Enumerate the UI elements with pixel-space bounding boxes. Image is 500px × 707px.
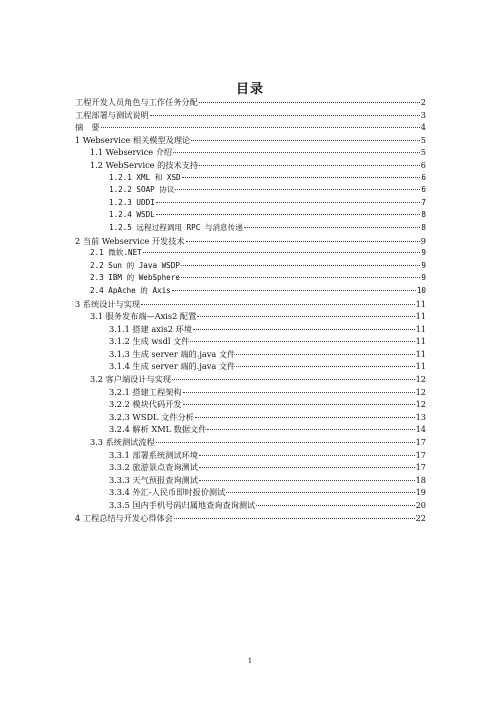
toc-entry-title: 1.2.1 XML 和 XSD [109, 172, 181, 182]
toc-entry-page: 9 [421, 273, 426, 283]
toc-entry[interactable] [75, 499, 426, 512]
toc-entry-title: 3.2.4 解析 XML 数据文件 [109, 424, 207, 435]
toc-entry-page: 11 [415, 336, 426, 347]
toc-entry[interactable] [75, 411, 426, 424]
toc-entry[interactable] [75, 360, 426, 373]
toc-entry[interactable] [75, 197, 426, 210]
toc-entry-title: 3.3.4 外汇-人民币即时报价测试 [109, 487, 226, 498]
toc-leader [143, 252, 421, 253]
toc-entry[interactable] [75, 323, 426, 336]
toc-entry-title: 3.2.3 WSDL 文件分析 [109, 411, 194, 422]
toc-entry-title: 2 当前 Webservice 开发技术 [75, 235, 185, 246]
toc-entry-page: 11 [415, 348, 426, 359]
toc-leader [156, 214, 421, 215]
toc-entry[interactable] [75, 298, 426, 311]
toc-leader [190, 341, 414, 342]
toc-leader [172, 379, 414, 380]
toc-entry-title: 3.3.5 国内手机号码归属地查询查询测试 [109, 500, 256, 510]
toc-entry-page: 11 [415, 361, 426, 372]
toc-entry[interactable] [75, 235, 426, 248]
toc-entry-page: 6 [420, 159, 426, 170]
toc-leader [172, 290, 416, 291]
toc-entry-page: 20 [415, 500, 426, 510]
toc-entry-title: 摘 要 [75, 122, 100, 133]
toc-entry[interactable] [75, 449, 426, 462]
toc-leader [244, 227, 421, 228]
toc-entry[interactable] [75, 247, 426, 260]
toc-entry-title: 3.2 客户端设计与实现 [90, 374, 172, 385]
toc-leader [197, 316, 414, 317]
toc-leader [173, 152, 420, 153]
toc-leader [199, 165, 420, 166]
toc-entry-title: 1 Webservice 相关模型及理论 [75, 134, 191, 145]
toc-entry-page: 9 [421, 248, 426, 258]
toc-leader [182, 177, 421, 178]
toc-entry-page: 6 [421, 172, 426, 182]
toc-entry-title: 3.1.1 搭建 axis2 环境 [109, 323, 192, 334]
toc-entry-title: 2.4 ApAche 的 Axis [90, 285, 171, 295]
toc-entry[interactable] [75, 335, 426, 348]
toc-entry-title: 3.2.2 模块代码开发 [109, 399, 182, 410]
toc-entry-title: 3.1.3 生成 server 端的.java 文件 [109, 348, 236, 359]
toc-leader [141, 304, 414, 305]
toc-leader [181, 265, 421, 266]
toc-entry[interactable] [75, 121, 426, 134]
toc-entry-title: 2.1 微软.NET [90, 248, 142, 258]
toc-entry[interactable] [75, 436, 426, 449]
toc-entry-title: 4 工程总结与开发心得体会 [75, 512, 173, 523]
toc-entry-page: 5 [420, 147, 426, 158]
toc-entry[interactable] [75, 461, 426, 474]
toc-leader [199, 467, 415, 468]
toc-entry-page: 12 [415, 374, 426, 385]
toc-leader [226, 492, 414, 493]
toc-entry-title: 3.3 系统测试流程 [90, 437, 155, 448]
toc-leader [175, 189, 420, 190]
toc-entry[interactable] [75, 222, 426, 235]
toc-leader [156, 202, 421, 203]
page-number: 1 [247, 657, 253, 665]
toc-entry-page: 9 [421, 260, 426, 270]
toc-entry[interactable] [75, 172, 426, 185]
toc-entry[interactable] [75, 272, 426, 285]
toc-entry-page: 18 [415, 474, 426, 485]
toc-entry-title: 3.1.4 生成 server 端的.java 文件 [109, 361, 236, 372]
toc-entry-page: 12 [415, 386, 426, 397]
toc-leader [181, 277, 421, 278]
toc-leader [199, 480, 415, 481]
toc-entry-page: 8 [421, 222, 426, 232]
toc-leader [101, 127, 420, 128]
toc-leader [207, 429, 414, 430]
toc-entry[interactable] [75, 398, 426, 411]
toc-entry-title: 3.3.2 旅游景点查询测试 [109, 462, 198, 473]
toc-entry-page: 9 [420, 235, 426, 246]
toc-entry[interactable] [75, 474, 426, 487]
toc-entry-page: 11 [415, 311, 426, 322]
toc-entry-page: 17 [415, 462, 426, 473]
toc-entry-title: 1.2.4 WSDL [109, 210, 155, 220]
toc-entry-title: 1.2.2 SOAP 协议 [109, 185, 175, 195]
toc-entry[interactable] [75, 134, 426, 147]
toc-entry-title: 1.2 WebService 的技术支持 [90, 159, 199, 170]
toc-entry-title: 3.3.3 天气预报查询测试 [109, 474, 198, 485]
toc-entry[interactable] [75, 260, 426, 273]
toc-leader [174, 518, 415, 519]
toc-entry-title: 3.1 服务发布端—Axis2 配置 [90, 311, 197, 322]
toc-leader [199, 455, 415, 456]
toc-entry[interactable] [75, 310, 426, 323]
toc-leader [183, 392, 415, 393]
toc-entry-title: 3.2.1 搭建工程架构 [109, 386, 182, 397]
toc-entry[interactable] [75, 285, 426, 298]
toc-leader [236, 366, 414, 367]
toc-entry-title: 2.3 IBM 的 WebSphere [90, 273, 180, 283]
toc-entry-page: 19 [415, 487, 426, 498]
toc-entry-title: 1.2.3 UDDI [109, 197, 155, 207]
toc-leader [195, 417, 415, 418]
toc-leader [191, 140, 420, 141]
toc-entry[interactable] [75, 373, 426, 386]
toc-entry-page: 12 [415, 399, 426, 410]
toc-entry-page: 17 [415, 449, 426, 460]
toc-entry-title: 2.2 Sun 的 Java WSDP [90, 260, 180, 270]
toc-entry[interactable] [75, 146, 426, 159]
toc-entry-title: 3.3.1 部署系统测试环境 [109, 449, 198, 460]
toc-entry-page: 8 [421, 210, 426, 220]
toc-entry[interactable] [75, 348, 426, 361]
toc-leader [186, 241, 420, 242]
toc-entry-title: 1.1 Webservice 介绍 [90, 147, 173, 158]
toc-entry[interactable] [75, 486, 426, 499]
toc-entry-title: 工程部署与测试说明 [75, 109, 149, 120]
toc-entry-page: 2 [420, 97, 426, 107]
page-title: 目录 [235, 82, 264, 97]
toc-entry[interactable] [75, 159, 426, 172]
toc-entry[interactable] [75, 184, 426, 197]
toc-leader [156, 442, 415, 443]
toc-entry-title: 工程开发人员角色与工作任务分配 [75, 97, 198, 107]
toc-entry[interactable] [75, 209, 426, 222]
toc-leader [150, 115, 420, 116]
toc-leader [236, 354, 414, 355]
toc-leader [193, 329, 415, 330]
toc-entry-page: 17 [415, 437, 426, 448]
toc-entry-page: 14 [415, 424, 426, 435]
toc-entry-page: 13 [415, 411, 426, 422]
toc-entry-page: 22 [415, 512, 426, 523]
toc-entry[interactable] [75, 423, 426, 436]
toc-entry-page: 6 [421, 185, 426, 195]
toc-entry[interactable] [75, 109, 426, 122]
toc-entry-title: 1.2.5 远程过程调用 RPC 与消息传递 [109, 222, 243, 232]
toc-entry-page: 7 [421, 197, 426, 207]
toc-entry[interactable] [75, 512, 426, 525]
toc-entry-page: 10 [416, 285, 426, 295]
toc-entry-title: 3.1.2 生成 wsdl 文件 [109, 336, 190, 347]
toc-leader [256, 505, 414, 506]
toc-leader [183, 404, 415, 405]
toc-entry-page: 11 [415, 323, 426, 334]
toc-leader [199, 102, 420, 103]
toc-entry-page: 3 [420, 109, 426, 120]
toc-entry-page: 11 [415, 298, 426, 309]
toc-entry[interactable] [75, 386, 426, 399]
toc-entry[interactable] [75, 96, 426, 109]
toc-entry-title: 3 系统设计与实现 [75, 298, 141, 309]
table-of-contents [75, 96, 426, 524]
toc-entry-page: 4 [420, 122, 426, 133]
toc-entry-page: 5 [420, 134, 426, 145]
